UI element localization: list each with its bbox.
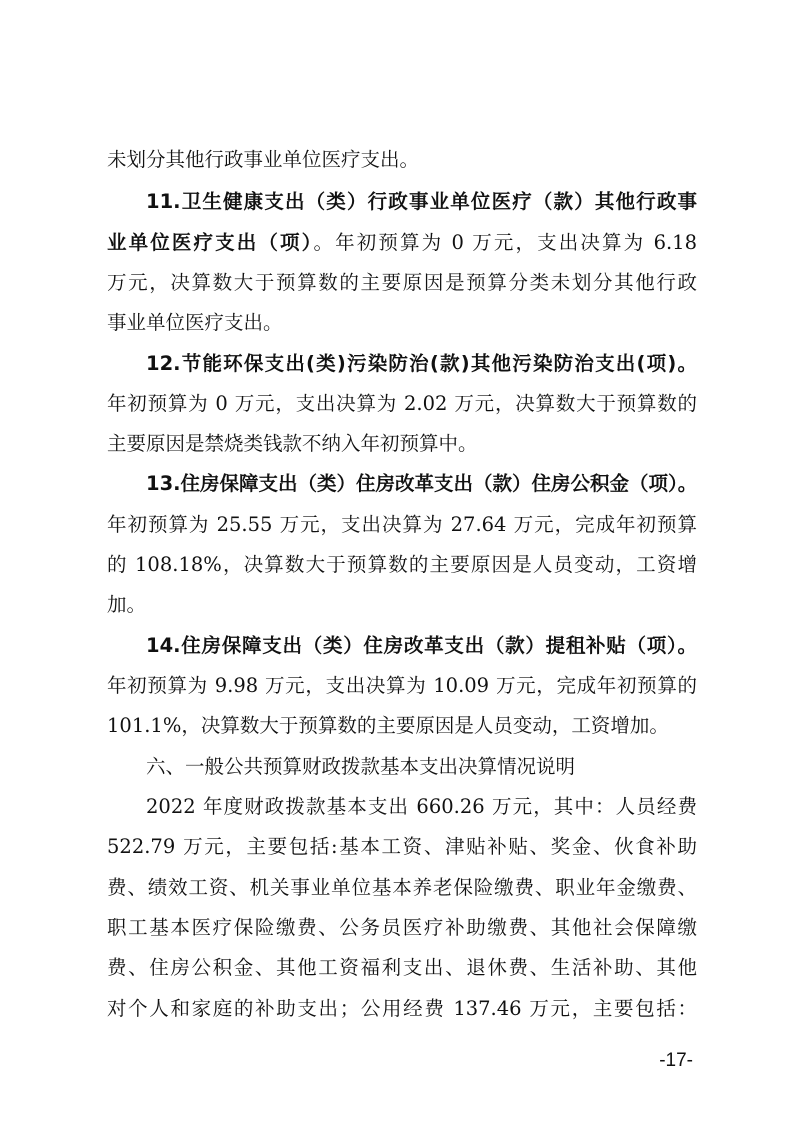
text-line: 费、绩效工资、机关事业单位基本养老保险缴费、职业年金缴费、 xyxy=(107,876,697,899)
item-11-heading-cont: 业单位医疗支出（项） xyxy=(107,231,314,254)
text-line: 101.1%，决算数大于预算数的主要原因是人员变动，工资增加。 xyxy=(107,714,669,737)
item-12-heading: 12.节能环保支出(类)污染防治(款)其他污染防治支出(项)。 xyxy=(146,352,697,375)
text-line: 年初预算为 0 万元，支出决算为 2.02 万元，决算数大于预算数的 xyxy=(107,392,697,415)
item-14-heading: 14.住房保障支出（类）住房改革支出（款）提租补贴（项）。 xyxy=(146,634,697,657)
text-line: 事业单位医疗支出。 xyxy=(107,311,283,334)
section-6-heading: 六、一般公共预算财政拨款基本支出决算情况说明 xyxy=(146,755,576,778)
text-line: 职工基本医疗保险缴费、公务员医疗补助缴费、其他社会保障缴 xyxy=(107,916,697,939)
text-line: 万元，决算数大于预算数的主要原因是预算分类未划分其他行政 xyxy=(107,271,697,294)
page-number: -17- xyxy=(659,1050,693,1071)
text-line: 未划分其他行政事业单位医疗支出。 xyxy=(107,148,420,171)
text-line xyxy=(107,230,697,256)
item-11-text: 。年初预算为 0 万元，支出决算为 6.18 xyxy=(313,231,697,254)
text-line: 主要原因是禁烧类钱款不纳入年初预算中。 xyxy=(107,432,478,455)
text-line: 费、住房公积金、其他工资福利支出、退休费、生活补助、其他 xyxy=(107,956,697,979)
text-line: 2022 年度财政拨款基本支出 660.26 万元，其中：人员经费 xyxy=(146,795,697,818)
text-line: 的 108.18%，决算数大于预算数的主要原因是人员变动，工资增 xyxy=(107,553,697,576)
text-line: 522.79 万元，主要包括:基本工资、津贴补贴、奖金、伙食补助 xyxy=(107,835,697,858)
text-line: 年初预算为 25.55 万元，支出决算为 27.64 万元，完成年初预算 xyxy=(107,513,697,536)
text-line: 加。 xyxy=(107,593,147,616)
text-line: 年初预算为 9.98 万元，支出决算为 10.09 万元，完成年初预算的 xyxy=(107,674,697,697)
item-13-heading: 13.住房保障支出（类）住房改革支出（款）住房公积金（项）。 xyxy=(146,472,698,495)
text-line: 对个人和家庭的补助支出；公用经费 137.46 万元，主要包括： xyxy=(107,997,697,1020)
item-11-heading: 11.卫生健康支出（类）行政事业单位医疗（款）其他行政事 xyxy=(146,190,697,213)
